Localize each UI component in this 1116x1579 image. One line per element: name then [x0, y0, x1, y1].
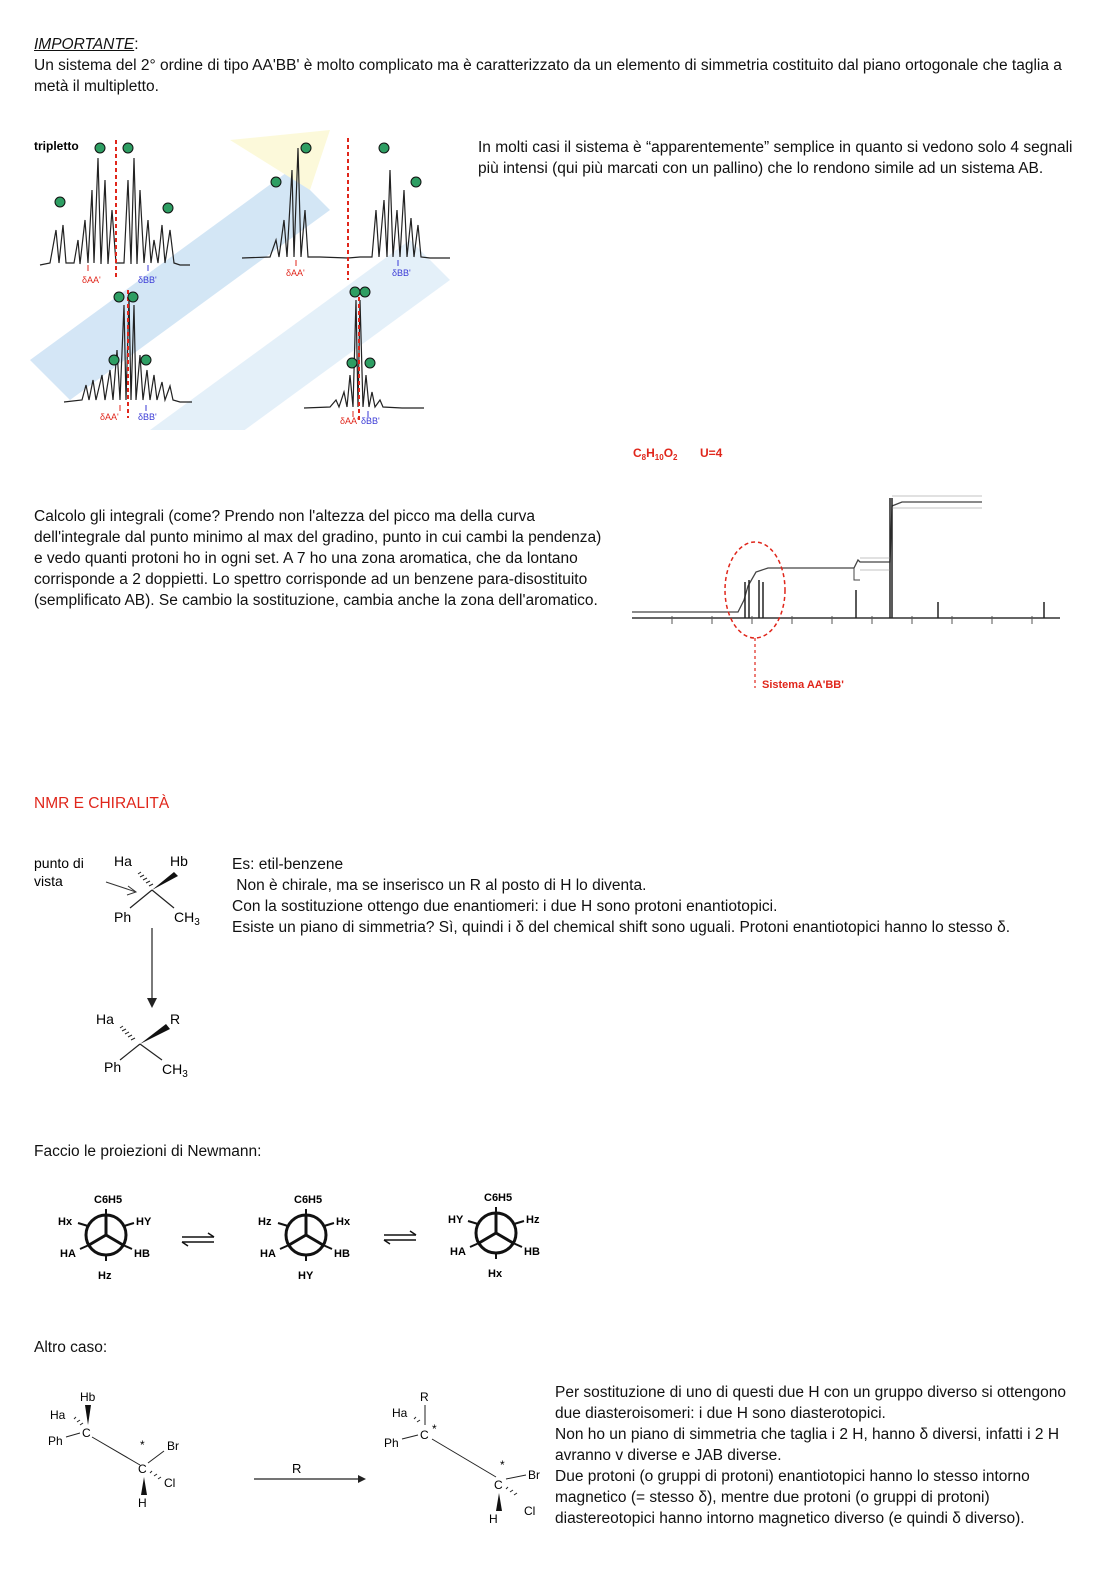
delta-bb-label-4: δBB': [361, 416, 380, 426]
newman-2-tl: Hz: [258, 1216, 272, 1228]
system-aabb-label: Sistema AA'BB': [762, 679, 844, 691]
newman-1-tr: HY: [136, 1216, 152, 1228]
ph-label-top: Ph: [114, 909, 132, 925]
cl-label-right: Cl: [524, 1504, 536, 1518]
h-label-left: H: [138, 1496, 147, 1510]
newman-3-br: HB: [524, 1246, 540, 1258]
c-label-left-2: C: [138, 1462, 147, 1476]
chirality-figure: [30, 848, 230, 1088]
newman-3-tr: Hz: [526, 1214, 540, 1226]
newman-1-bl: HA: [60, 1248, 76, 1260]
delta-bb-label-1: δBB': [138, 275, 157, 285]
ph-label-bottom: Ph: [104, 1059, 122, 1075]
newman-2-br: HB: [334, 1248, 350, 1260]
hb-label-top: Hb: [170, 853, 188, 869]
star-right-1: *: [432, 1422, 437, 1436]
newman-1-bottom: Hz: [98, 1270, 112, 1282]
newman-projection-2: [258, 1194, 351, 1282]
star-right-2: *: [500, 1458, 505, 1472]
tripletto-label: tripletto: [34, 139, 79, 153]
star-left: *: [140, 1438, 145, 1452]
newman-1-tl: Hx: [58, 1216, 73, 1228]
equilibrium-arrow-2: [384, 1231, 416, 1244]
important-text: Un sistema del 2° ordine di tipo AA'BB' è molto complicato ma è caratterizzato da un elemento di simmetria costituito dal piano ortogonale che taglia a metà il multipletto.: [34, 57, 1062, 95]
molecule-before: [48, 1390, 179, 1510]
newman-2-bottom: HY: [298, 1270, 314, 1282]
newman-3-tl: HY: [448, 1214, 464, 1226]
newman-2-bl: HA: [260, 1248, 276, 1260]
c-label-left-1: C: [82, 1426, 91, 1440]
section-title-nmr-chirality: NMR E CHIRALITÀ: [34, 795, 170, 812]
example-line-3: Con la sostituzione ottengo due enantiomeri: i due H sono protoni enantiotopici.: [232, 898, 778, 915]
integral-spectrum-figure: [628, 440, 1068, 700]
newman-1-br: HB: [134, 1248, 150, 1260]
aabb-spectra-figure: [30, 130, 470, 430]
apparent-system-text: In molti casi il sistema è “apparentemente” semplice in quanto si vedono solo 4 segnali più intensi (qui più marcati con un pallino) che lo rendono simile ad un sistema AB.: [478, 139, 1073, 177]
ha-label-bottom: Ha: [96, 1011, 114, 1027]
ph-label-left: Ph: [48, 1434, 63, 1448]
r-label: R: [170, 1011, 181, 1027]
reaction-r-label: R: [292, 1461, 302, 1476]
important-heading: IMPORTANTE: [34, 36, 135, 53]
important-paragraph: [34, 34, 1084, 97]
diastereo-line-3: Due protoni (o gruppi di protoni) enantiotopici hanno lo stesso intorno magnetico (= stesso δ), mentre due protoni (o gruppi di protoni) diastereotopici hanno intorno magnetico diverso (e quindi δ diverso).: [555, 1468, 1030, 1527]
newman-2-tr: Hx: [336, 1216, 351, 1228]
equilibrium-arrow-1: [182, 1233, 214, 1246]
newman-projection-3: [448, 1192, 540, 1280]
ha-label-right: Ha: [392, 1406, 408, 1420]
newman-3-bottom: Hx: [488, 1268, 503, 1280]
molecule-after: [384, 1390, 540, 1526]
ph-label-right: Ph: [384, 1436, 399, 1450]
ch3-label-top: $CH_3$: [174, 909, 200, 928]
c-label-right-2: C: [494, 1478, 503, 1492]
example-line-4: Esiste un piano di simmetria? Sì, quindi i δ del chemical shift sono uguali. Protoni enantiotopici hanno lo stesso δ.: [232, 919, 1011, 936]
cl-label-left: Cl: [164, 1476, 176, 1490]
viewpoint-line-2: vista: [34, 873, 63, 889]
h-label-right: H: [489, 1512, 498, 1526]
diastereo-line-1: Per sostituzione di uno di questi due H con un gruppo diverso si ottengono due diasteroisomeri: i due H sono diasterotopici.: [555, 1384, 1066, 1422]
delta-aa-label-1: δAA': [82, 275, 101, 285]
ch3-label-bottom: $CH_3$: [162, 1061, 188, 1080]
br-label-left: Br: [167, 1439, 179, 1453]
diastereo-line-2: Non ho un piano di simmetria che taglia i 2 H, hanno δ diversi, infatti i 2 H avranno v diverse e JAB diverse.: [555, 1426, 1060, 1464]
newman-projection-1: [58, 1194, 152, 1282]
example-text-block: [232, 854, 1082, 938]
c-label-right-1: C: [420, 1428, 429, 1442]
important-colon: :: [134, 36, 139, 53]
newman-2-top: C6H5: [294, 1194, 323, 1206]
ha-label-left: Ha: [50, 1408, 66, 1422]
other-case-label: Altro caso:: [34, 1339, 108, 1356]
diastereotopic-figure: [40, 1385, 550, 1535]
viewpoint-line-1: punto di: [34, 855, 84, 871]
diastereotopic-text-block: [555, 1382, 1085, 1529]
delta-bb-label-3: δBB': [138, 412, 157, 422]
newman-3-bl: HA: [450, 1246, 466, 1258]
delta-bb-label-2: δBB': [392, 268, 411, 278]
newman-projections: [40, 1185, 560, 1295]
newman-intro: Faccio le proiezioni di Newmann:: [34, 1143, 262, 1160]
integrals-paragraph: Calcolo gli integrali (come? Prendo non l'altezza del picco ma della curva dell'integrale dal punto minimo al max del gradino, punto in cui cambi la pendenza) e vedo quanti protoni ho in ogni set. A 7 ho una zona aromatica, che da lontano corrisponde a 2 doppietti. Lo spettro corrisponde ad un benzene para-disostituito (semplificato AB). Se cambio la sostituzione, cambia anche la zona dell'aromatico.: [34, 508, 602, 609]
delta-aa-label-3: δAA': [100, 412, 119, 422]
example-line-1: Es: etil-benzene: [232, 856, 344, 873]
delta-aa-label-4: δAA': [340, 416, 359, 426]
newman-3-top: C6H5: [484, 1192, 513, 1204]
br-label-right: Br: [528, 1468, 540, 1482]
ha-label-top: Ha: [114, 853, 132, 869]
newman-1-top: C6H5: [94, 1194, 123, 1206]
unsaturation-label: U=4: [700, 446, 723, 460]
example-line-2: Non è chirale, ma se inserisco un R al posto di H lo diventa.: [232, 877, 647, 894]
formula-label: $C_8H_{10}O_2$: [633, 446, 678, 462]
r-label-right: R: [420, 1390, 429, 1404]
delta-aa-label-2: δAA': [286, 268, 305, 278]
hb-label: Hb: [80, 1390, 96, 1404]
